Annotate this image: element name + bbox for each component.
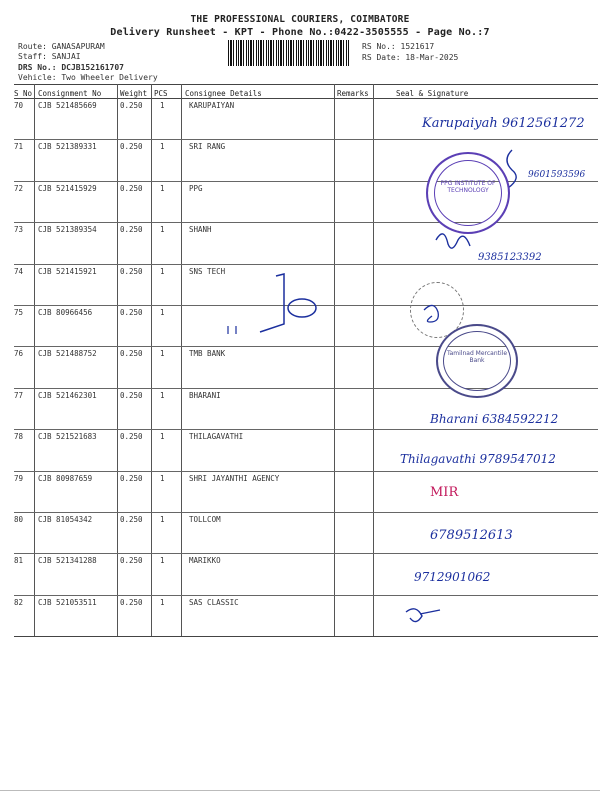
cell-weight: 0.250: [120, 142, 143, 152]
cell-consignee: SHANH: [189, 225, 212, 235]
signature-row-70: Karupaiyah 9612561272: [422, 116, 585, 131]
cell-consignment: CJB 521521683: [38, 432, 97, 442]
document-title: THE PROFESSIONAL COURIERS, COIMBATORE: [190, 14, 410, 25]
cell-consignee: THILAGAVATHI: [189, 432, 244, 442]
cell-pcs: 1: [160, 183, 165, 193]
cell-consignee: TMB BANK: [189, 349, 226, 359]
col-header-consignee: Consignee Details: [185, 89, 262, 98]
cell-sno: 72: [14, 183, 24, 193]
col-header-sno: S No: [14, 89, 33, 98]
cell-pcs: 1: [160, 101, 165, 110]
rs-number: RS No.: 1521617: [362, 42, 435, 51]
cell-weight: 0.250: [120, 183, 143, 193]
staff-label: Staff: SANJAI: [18, 52, 81, 61]
route-label: Route: GANASAPURAM: [18, 42, 105, 51]
cell-weight: 0.250: [120, 390, 143, 400]
cell-sno: 78: [14, 432, 24, 442]
rs-date: RS Date: 18-Mar-2025: [362, 53, 459, 62]
cell-sno: 76: [14, 349, 24, 359]
cell-consignee: SHRI JAYANTHI AGENCY: [189, 473, 280, 483]
tmb-stamp: [436, 324, 518, 398]
mark-row-79: MIR: [430, 485, 459, 500]
cell-consignee: SAS CLASSIC: [189, 597, 239, 607]
cell-consignment: CJB 81054342: [38, 515, 93, 524]
page-bottom-line: [0, 790, 600, 791]
cell-consignment: CJB 521415921: [38, 266, 97, 276]
cell-sno: 73: [14, 225, 24, 235]
cell-weight: 0.250: [120, 432, 143, 442]
cell-consignment: CJB 521389331: [38, 142, 97, 152]
cell-weight: 0.250: [120, 556, 143, 566]
cell-sno: 75: [14, 308, 24, 317]
cell-consignment: CJB 521341288: [38, 556, 97, 566]
vehicle-label: Vehicle: Two Wheeler Delivery: [18, 73, 158, 82]
cell-consignee: TOLLCOM: [189, 515, 221, 524]
cell-pcs: 1: [160, 308, 165, 317]
signature-row-80: 6789512613: [430, 528, 513, 543]
cell-weight: 0.250: [120, 308, 143, 317]
cell-pcs: 1: [160, 473, 165, 483]
cell-pcs: 1: [160, 556, 165, 566]
cell-weight: 0.250: [120, 349, 143, 359]
cell-sno: 77: [14, 390, 24, 400]
cell-pcs: 1: [160, 266, 165, 276]
cell-consignee: SRI RANG: [189, 142, 226, 152]
tmb-stamp-text: Tamilnad Mercantile Bank: [446, 350, 508, 364]
cell-pcs: 1: [160, 225, 165, 235]
cell-sno: 71: [14, 142, 24, 152]
cell-weight: 0.250: [120, 473, 143, 483]
signature-row-78: Thilagavathi 9789547012: [400, 452, 556, 466]
cell-sno: 82: [14, 597, 24, 607]
cell-consignment: CJB 521053511: [38, 597, 97, 607]
cell-pcs: 1: [160, 349, 165, 359]
cell-consignment: CJB 521488752: [38, 349, 97, 359]
drs-label: DRS No.: DCJB152161707: [18, 63, 124, 72]
cell-pcs: 1: [160, 390, 165, 400]
signature-row-73: 9385123392: [478, 252, 542, 263]
cell-pcs: 1: [160, 515, 165, 524]
col-header-consignment: Consignment No: [38, 89, 102, 98]
col-header-weight: Weight: [120, 89, 148, 98]
cell-pcs: 1: [160, 597, 165, 607]
cell-consignee: PPG: [189, 183, 203, 193]
cell-weight: 0.250: [120, 266, 143, 276]
ppg-stamp: [426, 152, 510, 234]
signature-row-77: Bharani 6384592212: [430, 412, 559, 426]
cell-sno: 70: [14, 101, 24, 110]
cell-sno: 80: [14, 515, 24, 524]
signature-row-71: 9601593596: [528, 170, 586, 180]
cell-weight: 0.250: [120, 101, 143, 110]
cell-sno: 81: [14, 556, 24, 566]
signature-row-81: 9712901062: [414, 570, 491, 584]
cell-pcs: 1: [160, 432, 165, 442]
cell-pcs: 1: [160, 142, 165, 152]
col-header-seal: Seal & Signature: [396, 89, 469, 98]
cell-consignment: CJB 80987659: [38, 473, 93, 483]
cell-consignee: MARIKKO: [189, 556, 221, 566]
document-subtitle: Delivery Runsheet - KPT - Phone No.:0422-3505555 - Page No.:7: [110, 27, 490, 38]
cell-weight: 0.250: [120, 597, 143, 607]
cell-consignment: CJB 80966456: [38, 308, 93, 317]
cell-consignment: CJB 521462301: [38, 390, 97, 400]
col-header-remarks: Remarks: [337, 89, 369, 98]
cell-consignee: KARUPAIYAN: [189, 101, 235, 110]
cell-sno: 74: [14, 266, 24, 276]
cell-weight: 0.250: [120, 225, 143, 235]
cell-consignee: BHARANI: [189, 390, 221, 400]
cell-weight: 0.250: [120, 515, 143, 524]
cell-consignment: CJB 521389354: [38, 225, 97, 235]
cell-sno: 79: [14, 473, 24, 483]
col-header-pcs: PCS: [154, 89, 168, 98]
ppg-stamp-text: PPG INSTITUTE OF TECHNOLOGY: [440, 180, 496, 194]
cell-consignment: CJB 521485669: [38, 101, 97, 110]
cell-consignment: CJB 521415929: [38, 183, 97, 193]
cell-consignee: SNS TECH: [189, 266, 226, 276]
